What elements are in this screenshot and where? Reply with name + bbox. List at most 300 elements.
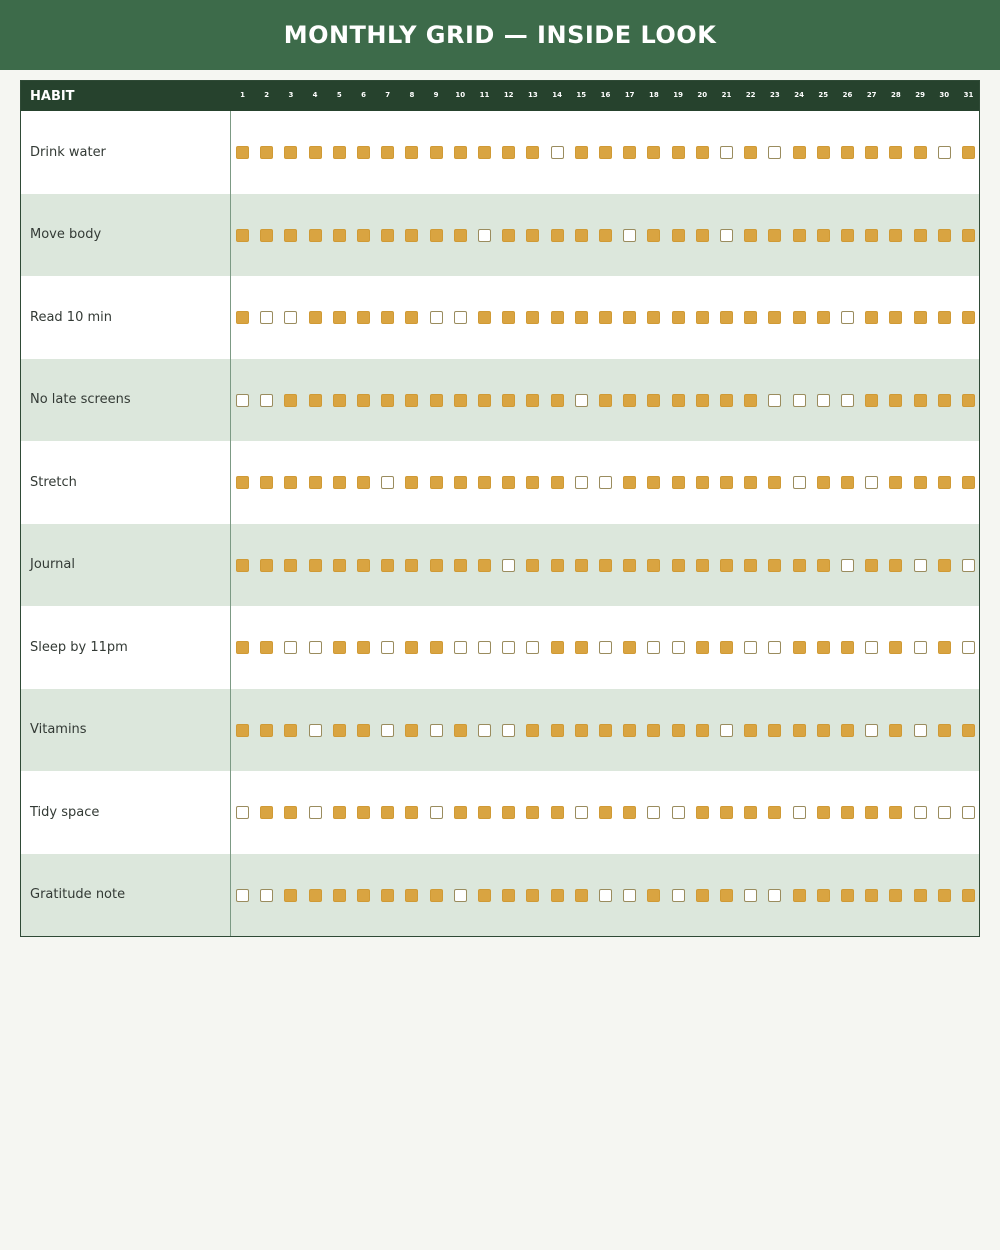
day-checkbox[interactable] <box>357 311 370 324</box>
day-checkbox[interactable] <box>914 641 927 654</box>
day-checkbox[interactable] <box>623 889 636 902</box>
day-checkbox[interactable] <box>672 559 685 572</box>
day-checkbox[interactable] <box>647 146 660 159</box>
day-checkbox[interactable] <box>333 724 346 737</box>
day-checkbox[interactable] <box>914 724 927 737</box>
day-checkbox[interactable] <box>889 641 902 654</box>
day-checkbox[interactable] <box>284 476 297 489</box>
day-checkbox[interactable] <box>381 476 394 489</box>
day-checkbox[interactable] <box>720 889 733 902</box>
day-checkbox[interactable] <box>236 559 249 572</box>
day-checkbox[interactable] <box>938 146 951 159</box>
day-checkbox[interactable] <box>865 311 878 324</box>
day-checkbox[interactable] <box>768 229 781 242</box>
day-checkbox[interactable] <box>357 724 370 737</box>
day-checkbox[interactable] <box>647 806 660 819</box>
day-checkbox[interactable] <box>575 311 588 324</box>
day-checkbox[interactable] <box>744 146 757 159</box>
day-checkbox[interactable] <box>914 311 927 324</box>
day-checkbox[interactable] <box>865 394 878 407</box>
day-checkbox[interactable] <box>841 146 854 159</box>
day-checkbox[interactable] <box>478 311 491 324</box>
day-checkbox[interactable] <box>430 476 443 489</box>
day-checkbox[interactable] <box>599 889 612 902</box>
day-checkbox[interactable] <box>744 641 757 654</box>
day-checkbox[interactable] <box>333 146 346 159</box>
day-checkbox[interactable] <box>430 229 443 242</box>
day-checkbox[interactable] <box>575 724 588 737</box>
day-checkbox[interactable] <box>768 806 781 819</box>
day-checkbox[interactable] <box>914 559 927 572</box>
day-checkbox[interactable] <box>865 806 878 819</box>
day-checkbox[interactable] <box>551 146 564 159</box>
day-checkbox[interactable] <box>502 641 515 654</box>
day-checkbox[interactable] <box>817 311 830 324</box>
day-checkbox[interactable] <box>672 476 685 489</box>
day-checkbox[interactable] <box>720 559 733 572</box>
day-checkbox[interactable] <box>647 311 660 324</box>
day-checkbox[interactable] <box>405 724 418 737</box>
day-checkbox[interactable] <box>768 394 781 407</box>
day-checkbox[interactable] <box>938 229 951 242</box>
day-checkbox[interactable] <box>647 889 660 902</box>
day-checkbox[interactable] <box>623 559 636 572</box>
day-checkbox[interactable] <box>478 476 491 489</box>
day-checkbox[interactable] <box>551 394 564 407</box>
day-checkbox[interactable] <box>647 724 660 737</box>
day-checkbox[interactable] <box>381 394 394 407</box>
day-checkbox[interactable] <box>696 311 709 324</box>
day-checkbox[interactable] <box>744 229 757 242</box>
day-checkbox[interactable] <box>357 146 370 159</box>
day-checkbox[interactable] <box>768 559 781 572</box>
day-checkbox[interactable] <box>672 806 685 819</box>
day-checkbox[interactable] <box>357 559 370 572</box>
day-checkbox[interactable] <box>575 146 588 159</box>
day-checkbox[interactable] <box>623 146 636 159</box>
day-checkbox[interactable] <box>865 889 878 902</box>
day-checkbox[interactable] <box>623 476 636 489</box>
day-checkbox[interactable] <box>938 476 951 489</box>
day-checkbox[interactable] <box>478 394 491 407</box>
day-checkbox[interactable] <box>962 724 975 737</box>
day-checkbox[interactable] <box>865 476 878 489</box>
day-checkbox[interactable] <box>430 311 443 324</box>
day-checkbox[interactable] <box>260 724 273 737</box>
day-checkbox[interactable] <box>405 889 418 902</box>
day-checkbox[interactable] <box>768 146 781 159</box>
day-checkbox[interactable] <box>865 559 878 572</box>
day-checkbox[interactable] <box>357 229 370 242</box>
day-checkbox[interactable] <box>865 641 878 654</box>
day-checkbox[interactable] <box>889 229 902 242</box>
day-checkbox[interactable] <box>889 311 902 324</box>
day-checkbox[interactable] <box>284 146 297 159</box>
day-checkbox[interactable] <box>575 394 588 407</box>
day-checkbox[interactable] <box>914 889 927 902</box>
day-checkbox[interactable] <box>236 806 249 819</box>
day-checkbox[interactable] <box>381 311 394 324</box>
day-checkbox[interactable] <box>430 806 443 819</box>
day-checkbox[interactable] <box>889 889 902 902</box>
day-checkbox[interactable] <box>744 806 757 819</box>
day-checkbox[interactable] <box>841 559 854 572</box>
day-checkbox[interactable] <box>551 559 564 572</box>
day-checkbox[interactable] <box>914 476 927 489</box>
day-checkbox[interactable] <box>793 889 806 902</box>
day-checkbox[interactable] <box>333 806 346 819</box>
day-checkbox[interactable] <box>672 311 685 324</box>
day-checkbox[interactable] <box>793 806 806 819</box>
day-checkbox[interactable] <box>696 229 709 242</box>
day-checkbox[interactable] <box>430 559 443 572</box>
day-checkbox[interactable] <box>284 641 297 654</box>
day-checkbox[interactable] <box>914 229 927 242</box>
day-checkbox[interactable] <box>599 311 612 324</box>
day-checkbox[interactable] <box>938 311 951 324</box>
day-checkbox[interactable] <box>357 889 370 902</box>
day-checkbox[interactable] <box>623 394 636 407</box>
day-checkbox[interactable] <box>309 311 322 324</box>
day-checkbox[interactable] <box>817 641 830 654</box>
day-checkbox[interactable] <box>672 641 685 654</box>
day-checkbox[interactable] <box>889 724 902 737</box>
day-checkbox[interactable] <box>405 311 418 324</box>
day-checkbox[interactable] <box>260 889 273 902</box>
day-checkbox[interactable] <box>236 724 249 737</box>
day-checkbox[interactable] <box>744 724 757 737</box>
day-checkbox[interactable] <box>236 394 249 407</box>
day-checkbox[interactable] <box>817 889 830 902</box>
day-checkbox[interactable] <box>236 229 249 242</box>
day-checkbox[interactable] <box>575 889 588 902</box>
day-checkbox[interactable] <box>405 806 418 819</box>
day-checkbox[interactable] <box>526 394 539 407</box>
day-checkbox[interactable] <box>720 476 733 489</box>
day-checkbox[interactable] <box>599 394 612 407</box>
day-checkbox[interactable] <box>381 146 394 159</box>
day-checkbox[interactable] <box>768 889 781 902</box>
day-checkbox[interactable] <box>405 146 418 159</box>
day-checkbox[interactable] <box>309 229 322 242</box>
day-checkbox[interactable] <box>575 229 588 242</box>
day-checkbox[interactable] <box>405 559 418 572</box>
day-checkbox[interactable] <box>962 394 975 407</box>
day-checkbox[interactable] <box>454 641 467 654</box>
day-checkbox[interactable] <box>454 889 467 902</box>
day-checkbox[interactable] <box>768 724 781 737</box>
day-checkbox[interactable] <box>309 146 322 159</box>
day-checkbox[interactable] <box>817 806 830 819</box>
day-checkbox[interactable] <box>502 229 515 242</box>
day-checkbox[interactable] <box>768 641 781 654</box>
day-checkbox[interactable] <box>454 559 467 572</box>
day-checkbox[interactable] <box>817 229 830 242</box>
day-checkbox[interactable] <box>333 641 346 654</box>
day-checkbox[interactable] <box>502 146 515 159</box>
day-checkbox[interactable] <box>284 229 297 242</box>
day-checkbox[interactable] <box>647 641 660 654</box>
day-checkbox[interactable] <box>333 394 346 407</box>
day-checkbox[interactable] <box>236 889 249 902</box>
day-checkbox[interactable] <box>478 229 491 242</box>
day-checkbox[interactable] <box>865 229 878 242</box>
day-checkbox[interactable] <box>793 146 806 159</box>
day-checkbox[interactable] <box>623 229 636 242</box>
day-checkbox[interactable] <box>720 394 733 407</box>
day-checkbox[interactable] <box>454 146 467 159</box>
day-checkbox[interactable] <box>696 806 709 819</box>
day-checkbox[interactable] <box>502 559 515 572</box>
day-checkbox[interactable] <box>962 476 975 489</box>
day-checkbox[interactable] <box>333 889 346 902</box>
day-checkbox[interactable] <box>454 476 467 489</box>
day-checkbox[interactable] <box>478 889 491 902</box>
day-checkbox[interactable] <box>551 724 564 737</box>
day-checkbox[interactable] <box>575 641 588 654</box>
day-checkbox[interactable] <box>793 229 806 242</box>
day-checkbox[interactable] <box>696 559 709 572</box>
day-checkbox[interactable] <box>696 889 709 902</box>
day-checkbox[interactable] <box>260 229 273 242</box>
day-checkbox[interactable] <box>575 476 588 489</box>
day-checkbox[interactable] <box>889 806 902 819</box>
day-checkbox[interactable] <box>768 311 781 324</box>
day-checkbox[interactable] <box>551 476 564 489</box>
day-checkbox[interactable] <box>938 889 951 902</box>
day-checkbox[interactable] <box>720 806 733 819</box>
day-checkbox[interactable] <box>623 806 636 819</box>
day-checkbox[interactable] <box>551 641 564 654</box>
day-checkbox[interactable] <box>260 311 273 324</box>
day-checkbox[interactable] <box>236 476 249 489</box>
day-checkbox[interactable] <box>430 724 443 737</box>
day-checkbox[interactable] <box>817 559 830 572</box>
day-checkbox[interactable] <box>309 724 322 737</box>
day-checkbox[interactable] <box>817 146 830 159</box>
day-checkbox[interactable] <box>720 146 733 159</box>
day-checkbox[interactable] <box>817 724 830 737</box>
day-checkbox[interactable] <box>720 311 733 324</box>
day-checkbox[interactable] <box>405 476 418 489</box>
day-checkbox[interactable] <box>478 641 491 654</box>
day-checkbox[interactable] <box>333 559 346 572</box>
day-checkbox[interactable] <box>381 641 394 654</box>
day-checkbox[interactable] <box>526 806 539 819</box>
day-checkbox[interactable] <box>720 724 733 737</box>
day-checkbox[interactable] <box>889 476 902 489</box>
day-checkbox[interactable] <box>381 229 394 242</box>
day-checkbox[interactable] <box>381 559 394 572</box>
day-checkbox[interactable] <box>502 889 515 902</box>
day-checkbox[interactable] <box>744 476 757 489</box>
day-checkbox[interactable] <box>672 889 685 902</box>
day-checkbox[interactable] <box>333 311 346 324</box>
day-checkbox[interactable] <box>478 146 491 159</box>
day-checkbox[interactable] <box>478 559 491 572</box>
day-checkbox[interactable] <box>841 229 854 242</box>
day-checkbox[interactable] <box>526 476 539 489</box>
day-checkbox[interactable] <box>405 229 418 242</box>
day-checkbox[interactable] <box>841 641 854 654</box>
day-checkbox[interactable] <box>962 806 975 819</box>
day-checkbox[interactable] <box>672 229 685 242</box>
day-checkbox[interactable] <box>260 146 273 159</box>
day-checkbox[interactable] <box>551 806 564 819</box>
day-checkbox[interactable] <box>478 806 491 819</box>
day-checkbox[interactable] <box>575 559 588 572</box>
day-checkbox[interactable] <box>309 889 322 902</box>
day-checkbox[interactable] <box>817 476 830 489</box>
day-checkbox[interactable] <box>236 641 249 654</box>
day-checkbox[interactable] <box>599 559 612 572</box>
day-checkbox[interactable] <box>454 724 467 737</box>
day-checkbox[interactable] <box>696 641 709 654</box>
day-checkbox[interactable] <box>284 559 297 572</box>
day-checkbox[interactable] <box>744 311 757 324</box>
day-checkbox[interactable] <box>914 806 927 819</box>
day-checkbox[interactable] <box>889 146 902 159</box>
day-checkbox[interactable] <box>502 311 515 324</box>
day-checkbox[interactable] <box>647 229 660 242</box>
day-checkbox[interactable] <box>744 889 757 902</box>
day-checkbox[interactable] <box>696 724 709 737</box>
day-checkbox[interactable] <box>526 311 539 324</box>
day-checkbox[interactable] <box>260 476 273 489</box>
day-checkbox[interactable] <box>236 311 249 324</box>
day-checkbox[interactable] <box>357 476 370 489</box>
day-checkbox[interactable] <box>502 806 515 819</box>
day-checkbox[interactable] <box>914 394 927 407</box>
day-checkbox[interactable] <box>526 641 539 654</box>
day-checkbox[interactable] <box>672 394 685 407</box>
day-checkbox[interactable] <box>381 889 394 902</box>
day-checkbox[interactable] <box>260 806 273 819</box>
day-checkbox[interactable] <box>672 724 685 737</box>
day-checkbox[interactable] <box>551 229 564 242</box>
day-checkbox[interactable] <box>623 311 636 324</box>
day-checkbox[interactable] <box>526 724 539 737</box>
day-checkbox[interactable] <box>309 394 322 407</box>
day-checkbox[interactable] <box>599 476 612 489</box>
day-checkbox[interactable] <box>962 229 975 242</box>
day-checkbox[interactable] <box>284 394 297 407</box>
day-checkbox[interactable] <box>526 559 539 572</box>
day-checkbox[interactable] <box>333 476 346 489</box>
day-checkbox[interactable] <box>889 394 902 407</box>
day-checkbox[interactable] <box>793 311 806 324</box>
day-checkbox[interactable] <box>260 559 273 572</box>
day-checkbox[interactable] <box>502 476 515 489</box>
day-checkbox[interactable] <box>309 806 322 819</box>
day-checkbox[interactable] <box>841 394 854 407</box>
day-checkbox[interactable] <box>768 476 781 489</box>
day-checkbox[interactable] <box>551 889 564 902</box>
day-checkbox[interactable] <box>841 806 854 819</box>
day-checkbox[interactable] <box>865 146 878 159</box>
day-checkbox[interactable] <box>817 394 830 407</box>
day-checkbox[interactable] <box>381 724 394 737</box>
day-checkbox[interactable] <box>647 559 660 572</box>
day-checkbox[interactable] <box>357 806 370 819</box>
day-checkbox[interactable] <box>793 394 806 407</box>
day-checkbox[interactable] <box>841 476 854 489</box>
day-checkbox[interactable] <box>793 476 806 489</box>
day-checkbox[interactable] <box>720 229 733 242</box>
day-checkbox[interactable] <box>430 394 443 407</box>
day-checkbox[interactable] <box>841 889 854 902</box>
day-checkbox[interactable] <box>938 394 951 407</box>
day-checkbox[interactable] <box>647 476 660 489</box>
day-checkbox[interactable] <box>720 641 733 654</box>
day-checkbox[interactable] <box>962 559 975 572</box>
day-checkbox[interactable] <box>599 806 612 819</box>
day-checkbox[interactable] <box>357 394 370 407</box>
day-checkbox[interactable] <box>599 229 612 242</box>
day-checkbox[interactable] <box>309 641 322 654</box>
day-checkbox[interactable] <box>744 394 757 407</box>
day-checkbox[interactable] <box>623 641 636 654</box>
day-checkbox[interactable] <box>647 394 660 407</box>
day-checkbox[interactable] <box>696 146 709 159</box>
day-checkbox[interactable] <box>938 724 951 737</box>
day-checkbox[interactable] <box>962 146 975 159</box>
day-checkbox[interactable] <box>938 806 951 819</box>
day-checkbox[interactable] <box>962 641 975 654</box>
day-checkbox[interactable] <box>284 311 297 324</box>
day-checkbox[interactable] <box>381 806 394 819</box>
day-checkbox[interactable] <box>526 229 539 242</box>
day-checkbox[interactable] <box>696 394 709 407</box>
day-checkbox[interactable] <box>841 311 854 324</box>
day-checkbox[interactable] <box>430 146 443 159</box>
day-checkbox[interactable] <box>405 394 418 407</box>
day-checkbox[interactable] <box>502 724 515 737</box>
day-checkbox[interactable] <box>430 889 443 902</box>
day-checkbox[interactable] <box>793 724 806 737</box>
day-checkbox[interactable] <box>405 641 418 654</box>
day-checkbox[interactable] <box>623 724 636 737</box>
day-checkbox[interactable] <box>502 394 515 407</box>
day-checkbox[interactable] <box>526 889 539 902</box>
day-checkbox[interactable] <box>841 724 854 737</box>
day-checkbox[interactable] <box>430 641 443 654</box>
day-checkbox[interactable] <box>793 641 806 654</box>
day-checkbox[interactable] <box>672 146 685 159</box>
day-checkbox[interactable] <box>309 559 322 572</box>
day-checkbox[interactable] <box>744 559 757 572</box>
day-checkbox[interactable] <box>260 394 273 407</box>
day-checkbox[interactable] <box>526 146 539 159</box>
day-checkbox[interactable] <box>284 889 297 902</box>
day-checkbox[interactable] <box>309 476 322 489</box>
day-checkbox[interactable] <box>793 559 806 572</box>
day-checkbox[interactable] <box>938 641 951 654</box>
day-checkbox[interactable] <box>454 806 467 819</box>
day-checkbox[interactable] <box>696 476 709 489</box>
day-checkbox[interactable] <box>962 889 975 902</box>
day-checkbox[interactable] <box>914 146 927 159</box>
day-checkbox[interactable] <box>260 641 273 654</box>
day-checkbox[interactable] <box>357 641 370 654</box>
day-checkbox[interactable] <box>454 311 467 324</box>
day-checkbox[interactable] <box>454 394 467 407</box>
day-checkbox[interactable] <box>599 641 612 654</box>
day-checkbox[interactable] <box>454 229 467 242</box>
day-checkbox[interactable] <box>962 311 975 324</box>
day-checkbox[interactable] <box>478 724 491 737</box>
day-checkbox[interactable] <box>599 724 612 737</box>
